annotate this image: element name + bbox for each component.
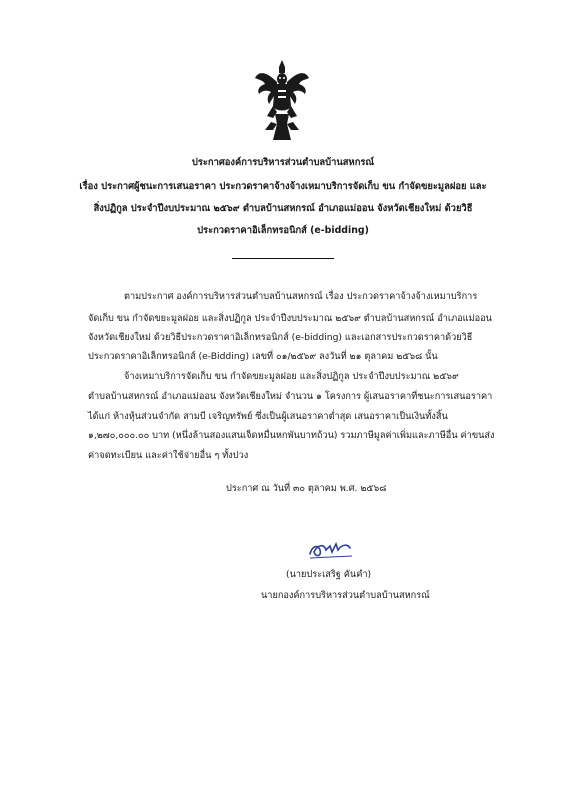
para2-line-1: จ้างเหมาบริการจัดเก็บ ขน กำจัดขยะมูลฝอย และสิ่งปฏิกูล ประจำปีงบประมาณ ๒๕๖๙ [124,371,459,382]
announcement-date: ประกาศ ณ วันที่ ๓๐ ตุลาคม พ.ศ. ๒๕๖๘ [226,483,387,494]
para1-line-1: ตามประกาศ องค์การบริหารส่วนตำบลบ้านสหกรณ์ เรื่อง ประกวดราคาจ้างจ้างเหมาบริการ [124,291,478,302]
para2-line-4: ๑,๒๗๐,๐๐๐.๐๐ บาท (หนึ่งล้านสองแสนเจ็ดหมื่นหกพันบาทถ้วน) รวมภาษีมูลค่าเพิ่มและภาษีอื่น ค่าขนส่ง [88,430,495,441]
para1-line-4: ประกวดราคาอิเล็กทรอนิกส์ (e-Bidding) เลขที่ ๐๑/๒๕๖๙ ลงวันที่ ๒๑ ตุลาคม ๒๕๖๘ นั้น [88,351,438,362]
signer-name: (นายประเสริฐ คันคำ) [286,569,372,580]
garuda-emblem-icon [253,58,311,142]
para2-line-5: ค่าจดทะเบียน และค่าใช้จ่ายอื่น ๆ ทั้งปวง [88,450,249,461]
para1-line-3: จังหวัดเชียงใหม่ ด้วยวิธีประกวดราคาอิเล็กทรอนิกส์ (e-bidding) และเอกสารประกวดราคาด้วยวิธี [88,332,473,343]
announcement-agency-heading: ประกาศองค์การบริหารส่วนตำบลบ้านสหกรณ์ [191,157,375,168]
subject-line-3: ประกวดราคาอิเล็กทรอนิกส์ (e-bidding) [197,225,369,236]
para2-line-2: ตำบลบ้านสหกรณ์ อำเภอแม่ออน จังหวัดเชียงใหม่ จำนวน ๑ โครงการ ผู้เสนอราคาที่ชนะการเสนอราคา [88,391,493,402]
subject-line-1: เรื่อง ประกาศผู้ชนะการเสนอราคา ประกวดราคาจ้างจ้างเหมาบริการจัดเก็บ ขน กำจัดขยะมูลฝอย และ [79,181,487,192]
heading-divider [232,258,334,259]
subject-line-2: สิ่งปฏิกูล ประจำปีงบประมาณ ๒๕๖๙ ตำบลบ้านสหกรณ์ อำเภอแม่ออน จังหวัดเชียงใหม่ ด้วยวิธี [93,203,473,214]
handwritten-signature [306,538,354,562]
para1-line-2: จัดเก็บ ขน กำจัดขยะมูลฝอย และสิ่งปฏิกูล ประจำปีงบประมาณ ๒๕๖๙ ตำบลบ้านสหกรณ์ อำเภอแม่ออน [88,313,492,324]
para2-line-3: ได้แก่ ห้างหุ้นส่วนจำกัด สามบี เจริญทรัพย์ ซึ่งเป็นผู้เสนอราคาต่ำสุด เสนอราคาเป็นเงินทั้งสิ้น [88,411,448,422]
signer-position: นายกองค์การบริหารส่วนตำบลบ้านสหกรณ์ [261,590,430,601]
